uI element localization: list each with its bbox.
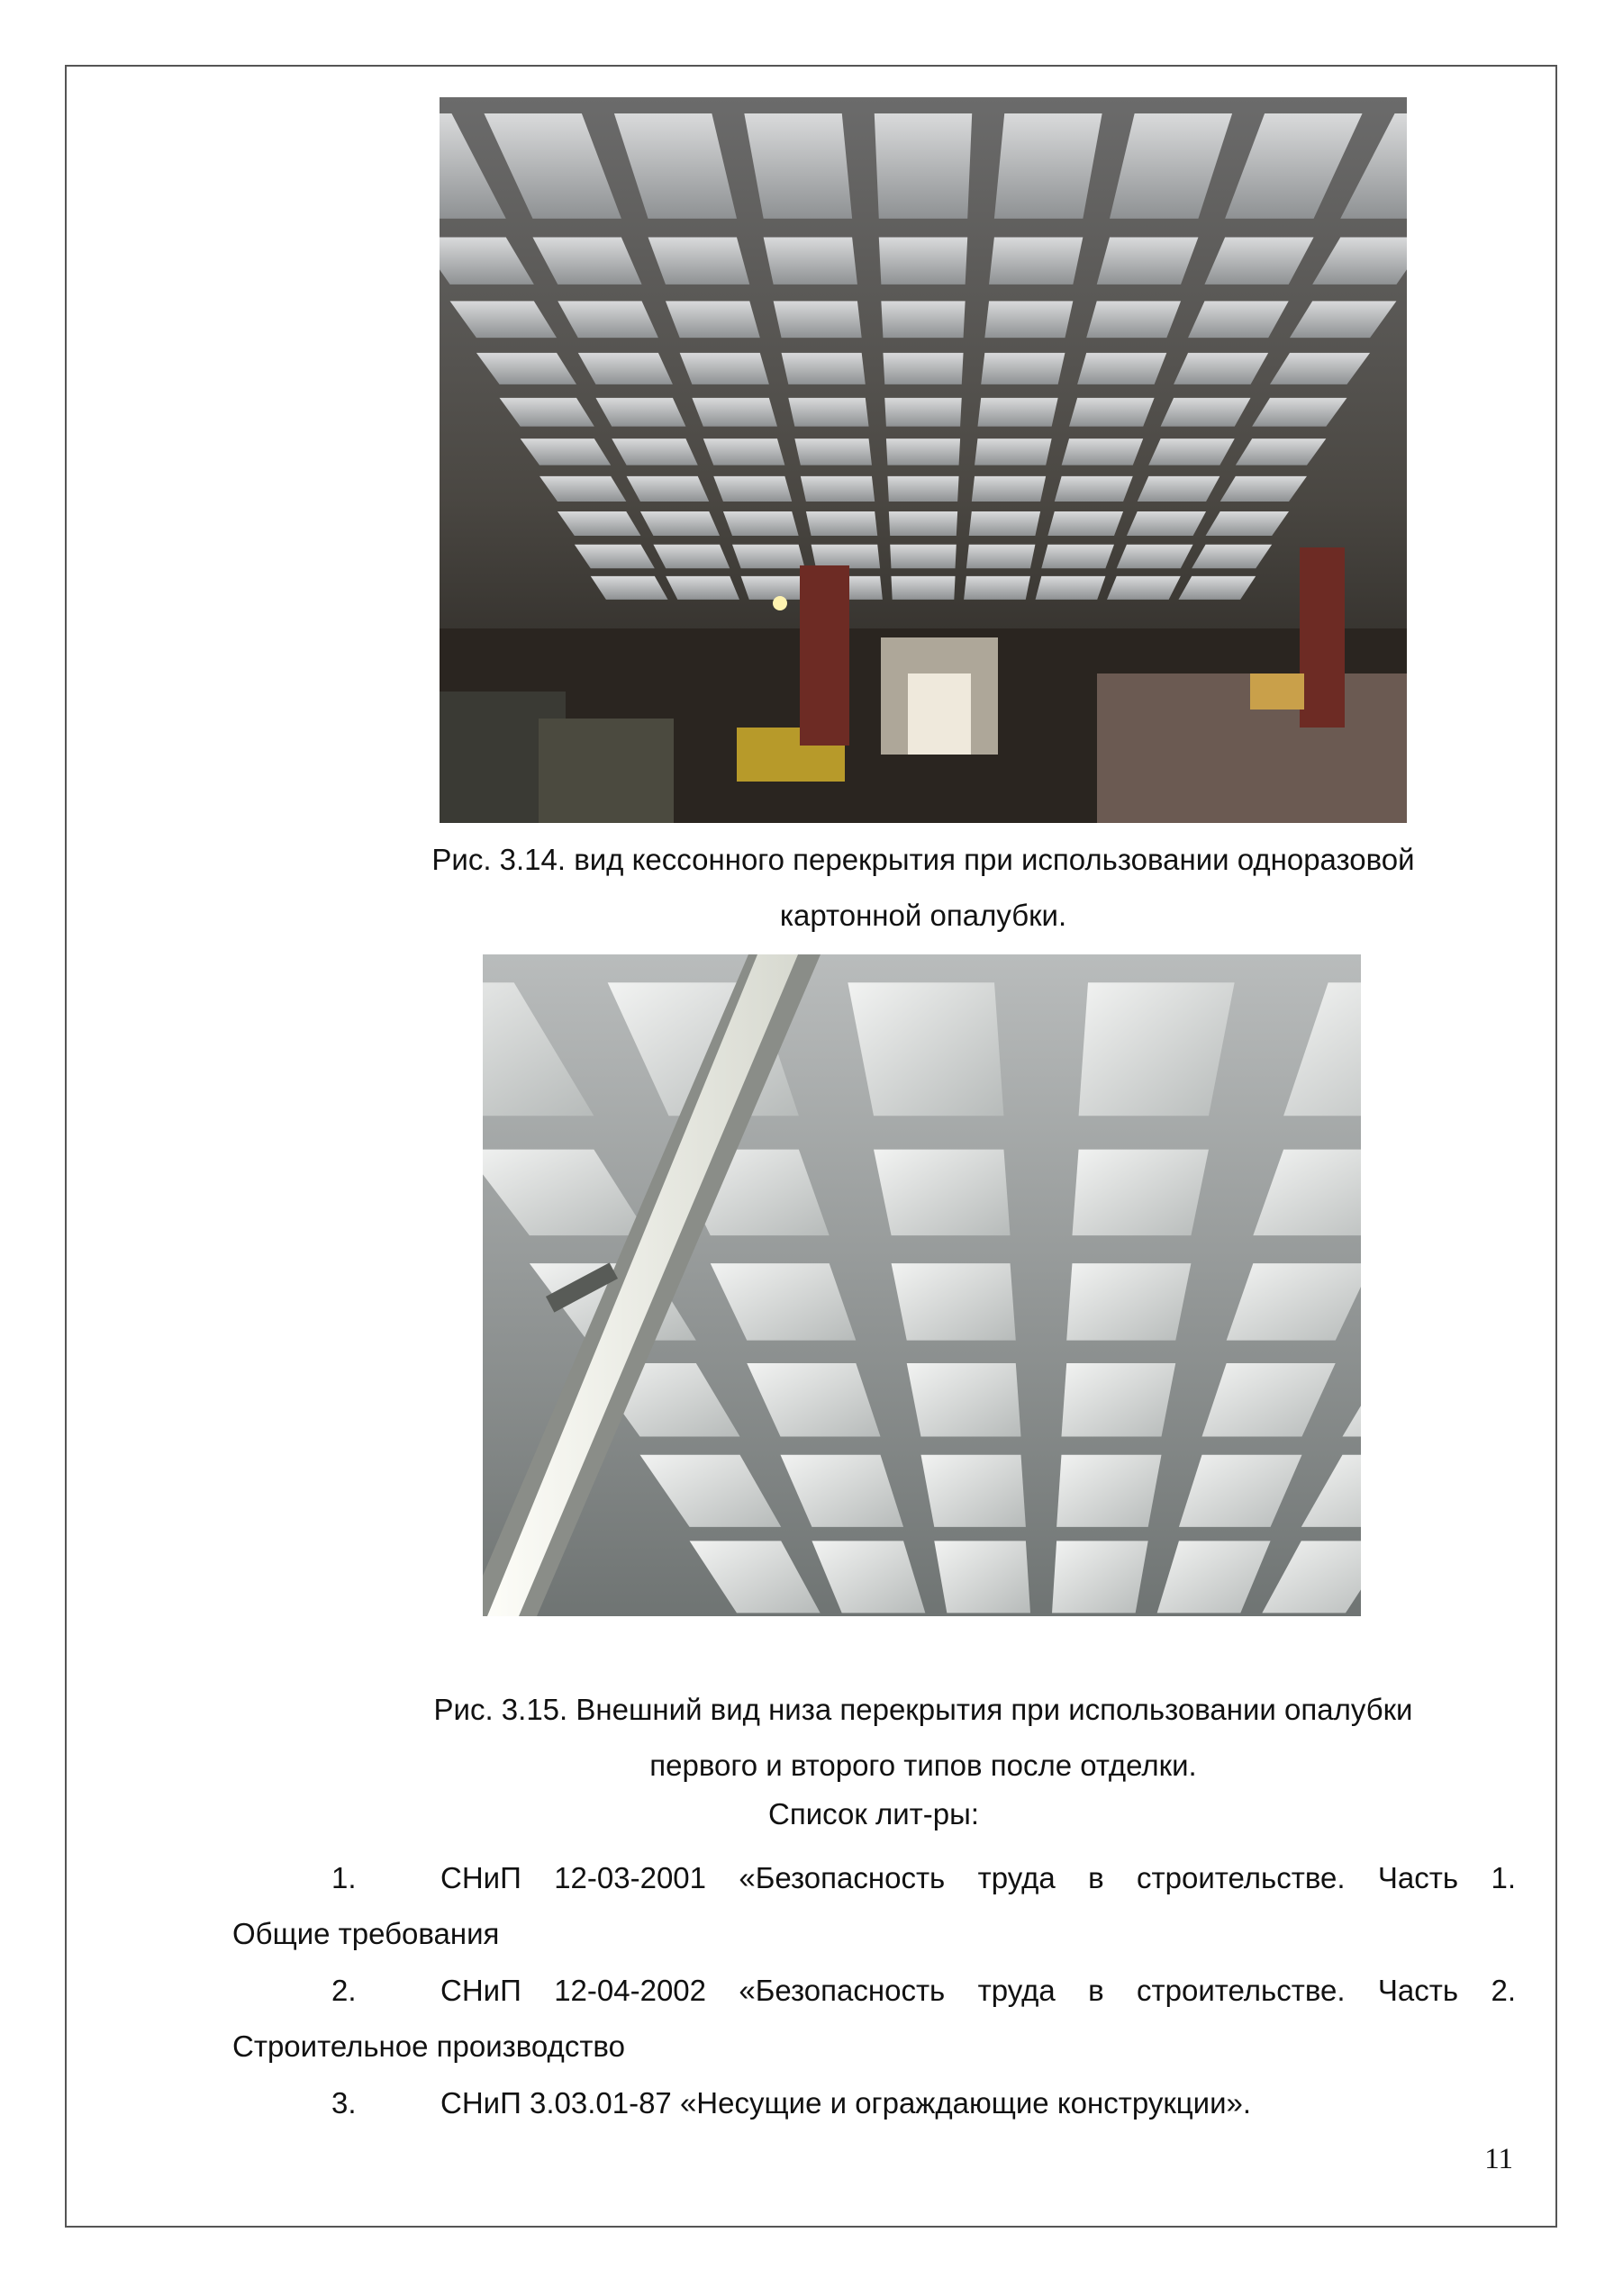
- caption-line: Рис. 3.15. Внешний вид низа перекрытия при использовании опалубки: [433, 1693, 1413, 1726]
- figure-caption-3-15: [342, 1682, 1504, 1794]
- figure-caption-3-14: [342, 832, 1504, 944]
- literature-item: [232, 2075, 1516, 2131]
- literature-item-text: СНиП 12-04-2002 «Безопасность труда в строительстве. Часть 2.: [440, 1974, 1516, 2007]
- literature-title: Список лит-ры:: [768, 1797, 979, 1830]
- literature-item-text: СНиП 12-03-2001 «Безопасность труда в строительстве. Часть 1.: [440, 1861, 1516, 1894]
- literature-item-number: 2.: [331, 1974, 357, 2007]
- literature-item-text-continued: Строительное производство: [232, 2029, 625, 2063]
- literature-item: [232, 1963, 1516, 2075]
- literature-item-number: 3.: [331, 2086, 357, 2120]
- literature-item-text-continued: Общие требования: [232, 1917, 500, 1950]
- caption-line: Рис. 3.14. вид кессонного перекрытия при использовании одноразовой: [431, 843, 1415, 876]
- literature-item: [232, 1850, 1516, 1962]
- coffered-slab-cardboard-formwork-photo: [440, 97, 1407, 823]
- page-number: 11: [1484, 2143, 1513, 2175]
- literature-item-text: СНиП 3.03.01-87 «Несущие и ограждающие конструкции».: [440, 2086, 1252, 2120]
- finished-coffered-ceiling-photo: [483, 954, 1361, 1616]
- literature-item-number: 1.: [331, 1861, 357, 1894]
- caption-line: первого и второго типов после отделки.: [649, 1749, 1197, 1782]
- caption-line: картонной опалубки.: [779, 899, 1067, 932]
